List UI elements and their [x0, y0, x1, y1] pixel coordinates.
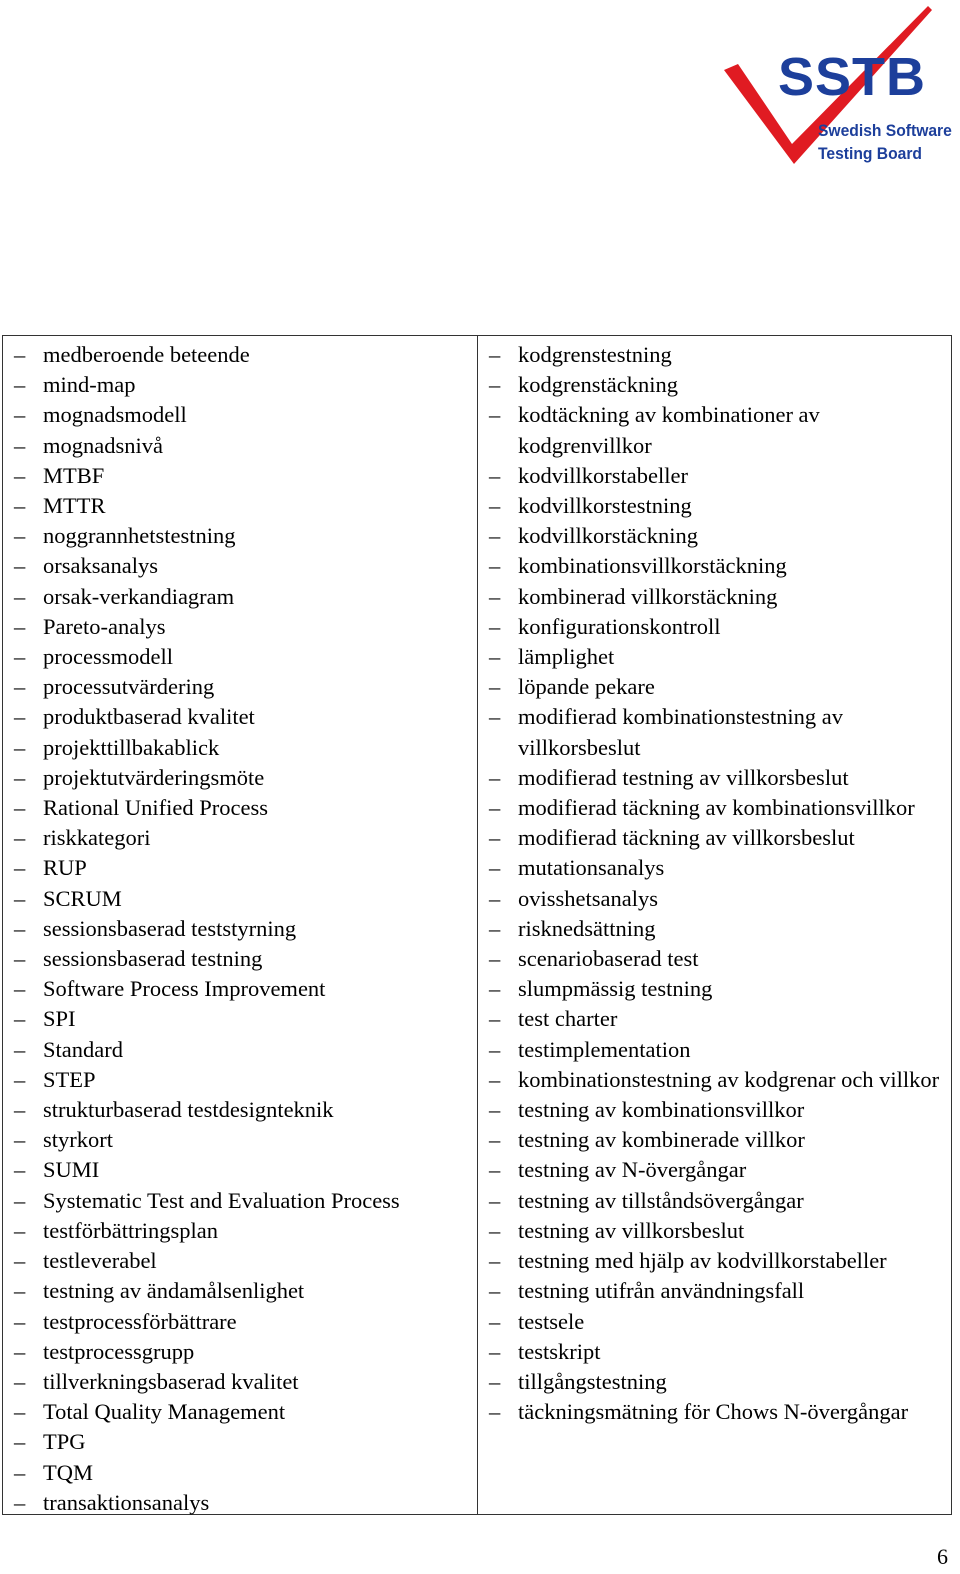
term-text: kodvillkorstäckning [518, 523, 698, 549]
term-list-item [3, 763, 477, 793]
term-text: noggrannhetstestning [43, 523, 236, 549]
term-text: mutationsanalys [518, 855, 665, 881]
term-list-item [3, 1035, 477, 1065]
logo-title: SSTB [778, 47, 927, 107]
term-list-item [3, 793, 477, 823]
term-list-item [478, 1004, 951, 1034]
list-dash-marker: – [14, 1248, 26, 1274]
term-text: SPI [43, 1006, 76, 1032]
term-list-item [3, 702, 477, 732]
term-list-item [3, 642, 477, 672]
term-text: testning av kombinerade villkor [518, 1127, 805, 1153]
term-text: löpande pekare [518, 674, 655, 700]
term-text: kombinationsvillkorstäckning [518, 553, 787, 579]
term-text: orsaksanalys [43, 553, 158, 579]
list-dash-marker: – [489, 1157, 501, 1183]
list-dash-marker: – [14, 795, 26, 821]
list-dash-marker: – [14, 1338, 26, 1364]
term-list-item [478, 370, 951, 400]
list-dash-marker: – [489, 402, 501, 428]
term-list-item [3, 1337, 477, 1367]
term-text: kombinationstestning av kodgrenar och villkor [518, 1066, 940, 1092]
list-dash-marker: – [489, 583, 501, 609]
term-list-item [3, 340, 477, 370]
term-text: testning av ändamålsenlighet [43, 1278, 305, 1304]
list-dash-marker: – [14, 825, 26, 851]
list-dash-marker: – [489, 825, 501, 851]
term-list-item [478, 793, 951, 823]
terms-table [2, 335, 952, 1515]
term-text: test charter [518, 1006, 618, 1032]
list-dash-marker: – [14, 885, 26, 911]
list-dash-marker: – [489, 372, 501, 398]
term-list-item [3, 823, 477, 853]
term-text: testsele [518, 1308, 585, 1334]
term-list-item [478, 1397, 951, 1427]
list-dash-marker: – [14, 1157, 26, 1183]
list-dash-marker: – [14, 1006, 26, 1032]
term-text: processmodell [43, 644, 173, 670]
list-dash-marker: – [14, 734, 26, 760]
term-list-item [3, 582, 477, 612]
term-list-item [478, 1186, 951, 1216]
term-list-item [478, 400, 951, 460]
list-dash-marker: – [489, 946, 501, 972]
term-text: kodvillkorstestning [518, 493, 692, 519]
term-list-item [478, 1367, 951, 1397]
term-text: Pareto-analys [43, 613, 166, 639]
term-list-item [3, 1095, 477, 1125]
list-dash-marker: – [14, 1187, 26, 1213]
list-dash-marker: – [14, 1459, 26, 1485]
term-text: tillverkningsbaserad kvalitet [43, 1368, 299, 1394]
list-dash-marker: – [489, 704, 501, 730]
list-dash-marker: – [14, 1217, 26, 1243]
list-dash-marker: – [14, 674, 26, 700]
list-dash-marker: – [14, 493, 26, 519]
list-dash-marker: – [14, 583, 26, 609]
list-dash-marker: – [14, 613, 26, 639]
term-text: modifierad testning av villkorsbeslut [518, 764, 849, 790]
list-dash-marker: – [489, 1127, 501, 1153]
list-dash-marker: – [489, 1217, 501, 1243]
term-text: MTBF [43, 462, 105, 488]
list-dash-marker: – [14, 432, 26, 458]
term-list-item [3, 370, 477, 400]
list-dash-marker: – [489, 553, 501, 579]
term-text: kodgrenstäckning [518, 372, 678, 398]
term-list-item [3, 1246, 477, 1276]
term-list-item [478, 612, 951, 642]
term-list-item [3, 944, 477, 974]
term-list-item [478, 974, 951, 1004]
term-list-item [3, 1065, 477, 1095]
term-list-item [3, 1307, 477, 1337]
term-text: strukturbaserad testdesignteknik [43, 1097, 334, 1123]
list-dash-marker: – [14, 1399, 26, 1425]
term-text: processutvärdering [43, 674, 215, 700]
page-number: 6 [937, 1544, 948, 1569]
term-text: testförbättringsplan [43, 1217, 218, 1243]
term-text: orsak-verkandiagram [43, 583, 235, 609]
term-text: STEP [43, 1066, 96, 1092]
list-dash-marker: – [489, 1006, 501, 1032]
term-list-item [478, 1216, 951, 1246]
term-text: modifierad täckning av villkorsbeslut [518, 825, 855, 851]
term-text: sessionsbaserad teststyrning [43, 915, 297, 941]
term-text: SUMI [43, 1157, 100, 1183]
list-dash-marker: – [14, 855, 26, 881]
list-dash-marker: – [489, 764, 501, 790]
term-text: Rational Unified Process [43, 795, 268, 821]
term-list-item [478, 763, 951, 793]
term-text: kodvillkorstabeller [518, 462, 688, 488]
term-list-item [478, 1337, 951, 1367]
list-dash-marker: – [489, 462, 501, 488]
term-list-item [3, 1276, 477, 1306]
list-dash-marker: – [489, 674, 501, 700]
list-dash-marker: – [14, 1036, 26, 1062]
term-list-item [478, 340, 951, 370]
term-text: testimplementation [518, 1036, 691, 1062]
term-list-item [3, 491, 477, 521]
list-dash-marker: – [489, 342, 501, 367]
list-dash-marker: – [489, 1278, 501, 1304]
term-list-item [478, 853, 951, 883]
list-dash-marker: – [14, 523, 26, 549]
term-list-item [478, 1065, 951, 1095]
term-text: testning av kombinationsvillkor [518, 1097, 805, 1123]
term-list-item [3, 914, 477, 944]
term-text: Systematic Test and Evaluation Process [43, 1187, 400, 1213]
term-list-item [478, 702, 951, 762]
list-dash-marker: – [14, 915, 26, 941]
term-list-item [3, 884, 477, 914]
term-text: testning med hjälp av kodvillkorstabeller [518, 1248, 887, 1274]
list-dash-marker: – [14, 462, 26, 488]
term-list-item [3, 400, 477, 430]
list-dash-marker: – [489, 493, 501, 519]
list-dash-marker: – [489, 855, 501, 881]
term-text: ovisshetsanalys [518, 885, 658, 911]
list-dash-marker: – [14, 1308, 26, 1334]
term-text: tillgångstestning [518, 1368, 667, 1394]
term-text: täckningsmätning för Chows N-övergångar [518, 1399, 909, 1425]
list-dash-marker: – [14, 553, 26, 579]
list-dash-marker: – [489, 644, 501, 670]
term-text: testning av tillståndsövergångar [518, 1187, 804, 1213]
term-list-item [3, 1125, 477, 1155]
term-list-item [3, 974, 477, 1004]
logo-subtitle-line1: Swedish Software [818, 121, 952, 140]
term-text: lämplighet [518, 644, 615, 670]
term-text: mind-map [43, 372, 136, 398]
term-list-item [478, 1035, 951, 1065]
term-list-item [3, 1367, 477, 1397]
term-list-item [478, 1307, 951, 1337]
logo-subtitle-line2: Testing Board [818, 144, 922, 163]
term-text: projektutvärderingsmöte [43, 764, 265, 790]
term-list-item [3, 1397, 477, 1427]
term-list-item [478, 1125, 951, 1155]
term-text: risknedsättning [518, 915, 656, 941]
list-dash-marker: – [14, 946, 26, 972]
term-text: testprocessgrupp [43, 1338, 195, 1364]
term-text: medberoende beteende [43, 342, 250, 367]
term-list-item [3, 551, 477, 581]
term-text: testskript [518, 1338, 601, 1364]
term-list-item [478, 672, 951, 702]
list-dash-marker: – [14, 1368, 26, 1394]
term-list-item [3, 1155, 477, 1185]
term-list-item [478, 551, 951, 581]
term-text: transaktionsanalys [43, 1489, 210, 1515]
list-dash-marker: – [14, 372, 26, 398]
term-list-item [478, 944, 951, 974]
term-list-item [478, 1246, 951, 1276]
list-dash-marker: – [14, 976, 26, 1002]
term-list-item [478, 914, 951, 944]
term-list-item [478, 491, 951, 521]
list-dash-marker: – [489, 915, 501, 941]
term-list-item [3, 733, 477, 763]
term-list-item [3, 1458, 477, 1488]
term-list-item [3, 1216, 477, 1246]
list-dash-marker: – [489, 1368, 501, 1394]
term-list-item [3, 1488, 477, 1518]
list-dash-marker: – [14, 1278, 26, 1304]
list-dash-marker: – [14, 1429, 26, 1455]
term-list-item [3, 612, 477, 642]
list-dash-marker: – [489, 976, 501, 1002]
list-dash-marker: – [489, 885, 501, 911]
term-text: styrkort [43, 1127, 113, 1153]
term-text: MTTR [43, 493, 106, 519]
list-dash-marker: – [14, 1066, 26, 1092]
list-dash-marker: – [489, 1308, 501, 1334]
term-text: testprocessförbättrare [43, 1308, 237, 1334]
term-text: SCRUM [43, 885, 122, 911]
term-list-item [3, 431, 477, 461]
list-dash-marker: – [489, 1066, 501, 1092]
list-dash-marker: – [14, 704, 26, 730]
term-text: mognadsnivå [43, 432, 163, 458]
term-text: testning av villkorsbeslut [518, 1217, 745, 1243]
term-text: mognadsmodell [43, 402, 187, 428]
term-text: Software Process Improvement [43, 976, 326, 1002]
term-list-item [478, 461, 951, 491]
term-list-item [3, 853, 477, 883]
term-list-item [478, 884, 951, 914]
term-text: riskkategori [43, 825, 151, 851]
term-list-item [478, 823, 951, 853]
right-term-column [478, 336, 951, 1514]
term-text: Standard [43, 1036, 123, 1062]
list-dash-marker: – [14, 1097, 26, 1123]
list-dash-marker: – [489, 613, 501, 639]
term-text: testleverabel [43, 1248, 157, 1274]
term-list-item [478, 1155, 951, 1185]
term-text: slumpmässig testning [518, 976, 713, 1002]
term-list-item [478, 1276, 951, 1306]
term-text: projekttillbakablick [43, 734, 220, 760]
term-list-item [3, 1186, 477, 1216]
left-term-column [3, 336, 478, 1514]
term-list-item [478, 521, 951, 551]
term-list-item [478, 582, 951, 612]
list-dash-marker: – [489, 795, 501, 821]
term-list-item [3, 521, 477, 551]
list-dash-marker: – [14, 1489, 26, 1515]
list-dash-marker: – [489, 1248, 501, 1274]
list-dash-marker: – [14, 644, 26, 670]
term-text: kombinerad villkorstäckning [518, 583, 778, 609]
term-list-item [478, 1095, 951, 1125]
sstb-logo [720, 4, 952, 166]
term-text: kodgrenstestning [518, 342, 672, 367]
list-dash-marker: – [489, 523, 501, 549]
term-text: kodtäckning av kombinationer av kodgrenvillkor [518, 402, 820, 458]
term-text: testning av N-övergångar [518, 1157, 747, 1183]
term-list-item [478, 642, 951, 672]
term-text: RUP [43, 855, 87, 881]
term-text: modifierad kombinationstestning av villkorsbeslut [518, 704, 843, 760]
list-dash-marker: – [14, 342, 26, 367]
term-text: modifierad täckning av kombinationsvillkor [518, 795, 915, 821]
list-dash-marker: – [14, 1127, 26, 1153]
list-dash-marker: – [14, 764, 26, 790]
list-dash-marker: – [489, 1399, 501, 1425]
term-list-item [3, 461, 477, 491]
term-text: Total Quality Management [43, 1399, 286, 1425]
term-text: TPG [43, 1429, 86, 1455]
term-text: TQM [43, 1459, 93, 1485]
list-dash-marker: – [489, 1036, 501, 1062]
term-text: testning utifrån användningsfall [518, 1278, 805, 1304]
list-dash-marker: – [489, 1187, 501, 1213]
list-dash-marker: – [489, 1097, 501, 1123]
term-list-item [3, 1004, 477, 1034]
term-list-item [3, 672, 477, 702]
list-dash-marker: – [14, 402, 26, 428]
term-text: produktbaserad kvalitet [43, 704, 255, 730]
list-dash-marker: – [489, 1338, 501, 1364]
term-text: konfigurationskontroll [518, 613, 721, 639]
term-text: scenariobaserad test [518, 946, 699, 972]
term-text: sessionsbaserad testning [43, 946, 263, 972]
term-list-item [3, 1427, 477, 1457]
